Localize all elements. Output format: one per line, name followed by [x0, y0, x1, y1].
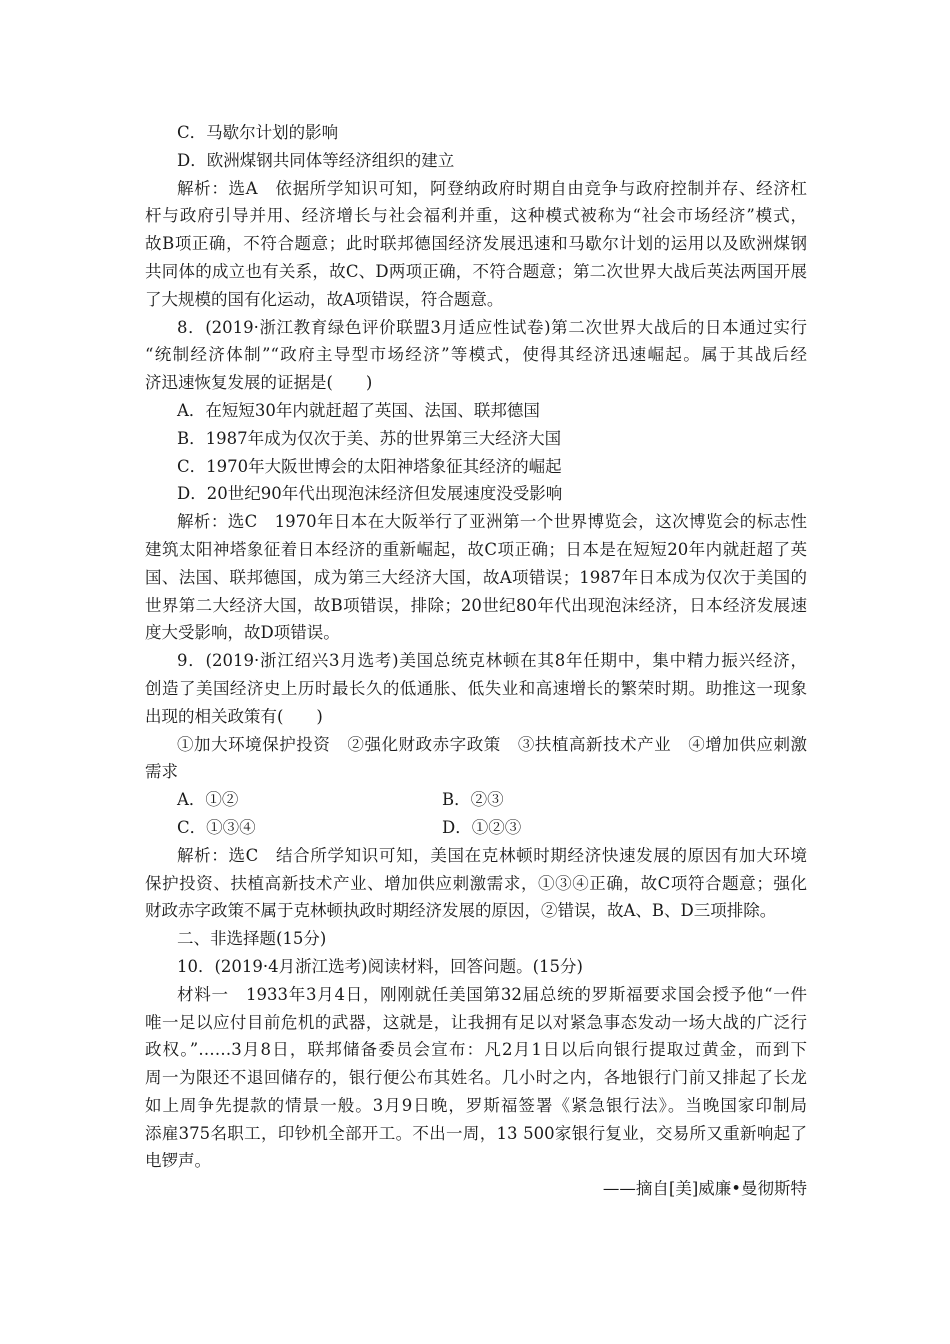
q8-analysis-line: 世界第二大经济大国，故B项错误，排除；20世纪80年代出现泡沫经济，日本经济发展速 [145, 595, 807, 615]
q8-analysis-line: 解析：选C 1970年日本在大阪举行了亚洲第一个世界博览会，这次博览会的标志性 [177, 512, 807, 532]
q9-items-line: 需求 [145, 762, 178, 782]
material-line: 电锣声。 [145, 1151, 211, 1171]
q9-option-b: B．②③ [442, 790, 504, 810]
material-line: 周一为限还不退回储存的，银行便公布其姓名。几小时之内，各地银行门前又排起了长龙 [145, 1068, 807, 1088]
q8-analysis-line: 国、法国、联邦德国，成为第三大经济大国，故A项错误；1987年日本成为仅次于美国的 [145, 567, 807, 587]
q7-analysis-line: 故B项正确，不符合题意；此时联邦德国经济发展迅速和马歇尔计划的运用以及欧洲煤钢 [145, 234, 807, 254]
material-line: 添雇375名职工，印钞机全部开工。不出一周，13 500家银行复业，交易所又重新响起了 [145, 1123, 807, 1143]
q7-analysis-line: 解析：选A 依据所学知识可知，阿登纳政府时期自由竞争与政府控制并存、经济杠 [177, 178, 807, 198]
q7-analysis-line: 共同体的成立也有关系，故C、D两项正确，不符合题意；第二次世界大战后英法两国开展 [145, 261, 807, 281]
q9-items-line: ①加大环境保护投资 ②强化财政赤字政策 ③扶植高新技术产业 ④增加供应刺激 [177, 734, 807, 754]
q9-option-c: C．①③④ [177, 817, 256, 837]
material-line: 政权。”……3月8日，联邦储备委员会宣布：凡2月1日以后向银行提取过黄金，而到下 [145, 1040, 807, 1060]
material-line: 如上周争先提款的情景一般。3月9日晚，罗斯福签署《紧急银行法》。当晚国家印制局 [145, 1095, 807, 1115]
q9-option-d: D．①②③ [442, 817, 522, 837]
q9-option-a: A．①② [177, 790, 239, 810]
q9-analysis-line: 财政赤字政策不属于克林顿执政时期经济发展的原因，②错误，故A、B、D三项排除。 [145, 901, 777, 921]
section-heading: 二、非选择题(15分) [177, 929, 327, 949]
source-citation: ——摘自[美]威廉•曼彻斯特 [602, 1179, 807, 1199]
q9-stem-line: 9．(2019·浙江绍兴3月选考)美国总统克林顿在其8年任期中，集中精力振兴经济， [177, 651, 807, 671]
q8-option-a: A．在短短30年内就赶超了英国、法国、联邦德国 [177, 400, 540, 420]
q10-stem: 10．(2019·4月浙江选考)阅读材料，回答问题。(15分) [177, 956, 583, 976]
material-line: 材料一 1933年3月4日，刚刚就任美国第32届总统的罗斯福要求国会授予他“一件 [177, 984, 807, 1004]
q7-analysis-line: 杆与政府引导并用、经济增长与社会福利并重，这种模式被称为“社会市场经济”模式， [145, 206, 807, 226]
q8-stem-line: “统制经济体制”“政府主导型市场经济”等模式，使得其经济迅速崛起。属于其战后经 [145, 345, 807, 365]
q7-analysis-line: 了大规模的国有化运动，故A项错误，符合题意。 [145, 289, 504, 309]
q9-options-row [145, 814, 807, 842]
q7-option-d: D．欧洲煤钢共同体等经济组织的建立 [177, 150, 455, 170]
q8-option-d: D．20世纪90年代出现泡沫经济但发展速度没受影响 [177, 484, 563, 504]
q8-stem-line: 8．(2019·浙江教育绿色评价联盟3月适应性试卷)第二次世界大战后的日本通过实行 [177, 317, 807, 337]
q8-analysis-line: 度大受影响，故D项错误。 [145, 623, 340, 643]
q9-options-row [145, 786, 807, 814]
q9-stem-line: 创造了美国经济史上历时最长久的低通胀、低失业和高速增长的繁荣时期。助推这一现象 [145, 678, 807, 698]
q8-stem-line: 济迅速恢复发展的证据是( ) [145, 373, 373, 393]
q8-option-c: C．1970年大阪世博会的太阳神塔象征其经济的崛起 [177, 456, 562, 476]
document-page [145, 119, 807, 1203]
q9-stem-line: 出现的相关政策有( ) [145, 706, 323, 726]
q8-analysis-line: 建筑太阳神塔象征着日本经济的重新崛起，故C项正确；日本是在短短20年内就赶超了英 [145, 539, 807, 559]
q9-analysis-line: 解析：选C 结合所学知识可知，美国在克林顿时期经济快速发展的原因有加大环境 [177, 845, 807, 865]
material-line: 唯一足以应付目前危机的武器，这就是，让我拥有足以对紧急事态发动一场大战的广泛行 [145, 1012, 807, 1032]
q8-option-b: B．1987年成为仅次于美、苏的世界第三大经济大国 [177, 428, 562, 448]
q9-analysis-line: 保护投资、扶植高新技术产业、增加供应刺激需求，①③④正确，故C项符合题意；强化 [145, 873, 807, 893]
q7-option-c: C．马歇尔计划的影响 [177, 123, 339, 142]
